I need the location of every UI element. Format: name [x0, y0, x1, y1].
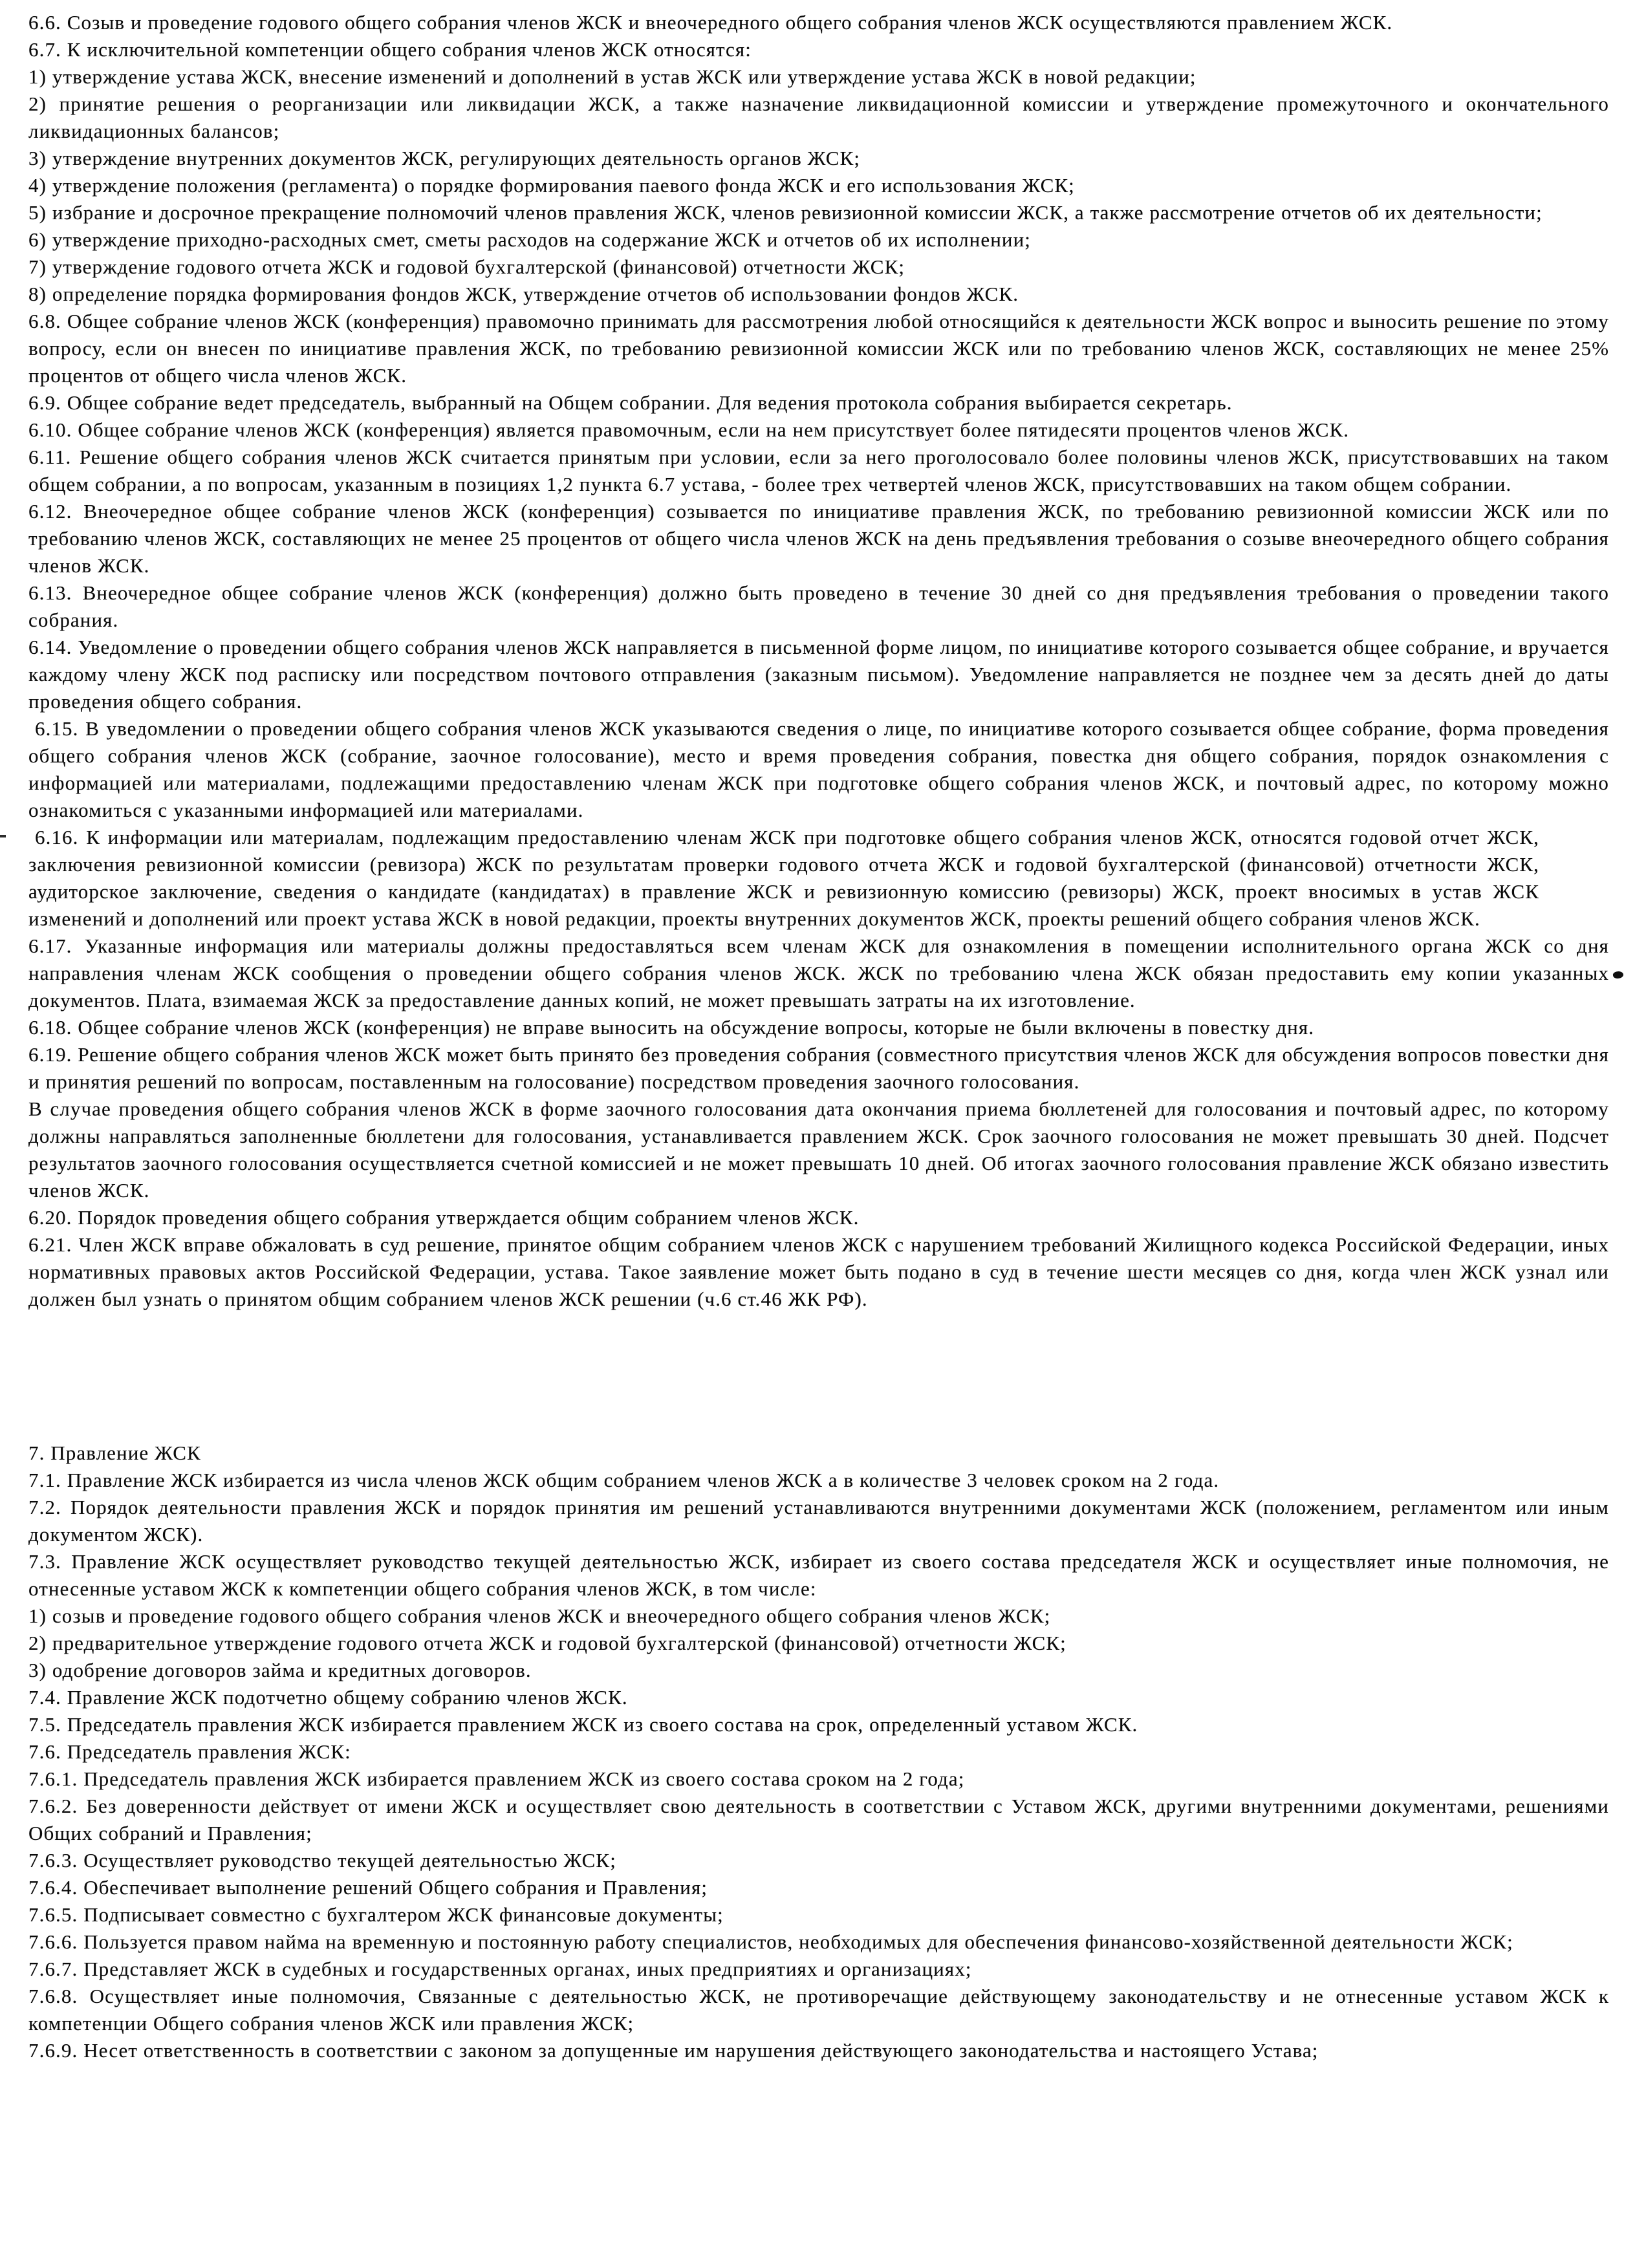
paragraph-7-3: 7.3. Правление ЖСК осуществляет руководство текущей деятельностью ЖСК, избирает из своего состава председателя ЖСК и осуществляет иные полномочия, не отнесенные уставом ЖСК к компетенции общего собрания членов ЖСК, в том числе:: [28, 1550, 1609, 1600]
paragraph-6-16: 6.16. К информации или материалам, подлежащим предоставлению членам ЖСК при подготовке общего собрания членов ЖСК, относятся годовой отчет ЖСК, заключения ревизионной комиссии (ревизора) ЖСК по результатам проверки годового отчета ЖСК и годовой бухгалтерской (финансовой) отчетности ЖСК, аудиторское заключение, сведения о кандидате (кандидатах) в правление ЖСК и ревизионную комиссию (ревизоры) ЖСК, проект вносимых в устав ЖСК изменений и дополнений или проект устава ЖСК в новой редакции, проекты внутренних документов ЖСК, проекты решений общего собрания членов ЖСК.: [28, 826, 1539, 930]
paragraph-6-7-item-4: 4) утверждение положения (регламента) о порядке формирования паевого фонда ЖСК и его использования ЖСК;: [28, 174, 1075, 197]
paragraph-7-3-item-2: 2) предварительное утверждение годового отчета ЖСК и годовой бухгалтерской (финансовой) отчетности ЖСК;: [28, 1632, 1067, 1654]
paragraph-6-7-item-5: 5) избрание и досрочное прекращение полномочий членов правления ЖСК, членов ревизионной комиссии ЖСК, а также рассмотрение отчетов об их деятельности;: [28, 201, 1543, 224]
paragraph-7-6-2: 7.6.2. Без доверенности действует от имени ЖСК и осуществляет свою деятельность в соответствии с Уставом ЖСК, другими внутренними документами, решениями Общих собраний и Правления;: [28, 1795, 1609, 1844]
paragraph-6-18: 6.18. Общее собрание членов ЖСК (конференция) не вправе выносить на обсуждение вопросы, которые не были включены в повестку дня.: [28, 1016, 1315, 1039]
paragraph-6-7-item-2: 2) принятие решения о реорганизации или ликвидации ЖСК, а также назначение ликвидационной комиссии и утверждение промежуточного и окончательного ликвидационных балансов;: [28, 92, 1609, 142]
paragraph-7-6-8: 7.6.8. Осуществляет иные полномочия, Связанные с деятельностью ЖСК, не противоречащие действующему законодательству и не отнесенные уставом ЖСК к компетенции Общего собрания членов ЖСК или правления ЖСК;: [28, 1985, 1609, 2035]
paragraph-6-17: 6.17. Указанные информация или материалы должны предоставляться всем членам ЖСК для ознакомления в помещении исполнительного органа ЖСК со дня направления членам ЖСК сообщения о проведении общего собрания членов ЖСК. ЖСК по требованию члена ЖСК обязан предоставить ему копии указанных документов. Плата, взимаемая ЖСК за предоставление данных копий, не может превышать затраты на их изготовление.: [28, 934, 1609, 1011]
paragraph-6-20: 6.20. Порядок проведения общего собрания утверждается общим собранием членов ЖСК.: [28, 1206, 860, 1229]
paragraph-6-7: 6.7. К исключительной компетенции общего собрания членов ЖСК относятся:: [28, 38, 752, 61]
paragraph-7-6-7: 7.6.7. Представляет ЖСК в судебных и государственных органах, иных предприятиях и организациях;: [28, 1958, 972, 1980]
paragraph-6-13: 6.13. Внеочередное общее собрание членов ЖСК (конференция) должно быть проведено в течение 30 дней со дня предъявления требования о проведении такого собрания.: [28, 581, 1609, 631]
paragraph-6-7-item-3: 3) утверждение внутренних документов ЖСК, регулирующих деятельность органов ЖСК;: [28, 147, 861, 169]
paragraph-7-2: 7.2. Порядок деятельности правления ЖСК и порядок принятия им решений устанавливаются внутренними документами ЖСК (положением, регламентом или иным документом ЖСК).: [28, 1496, 1609, 1546]
paragraph-6-15: 6.15. В уведомлении о проведении общего собрания членов ЖСК указываются сведения о лице, по инициативе которого созывается общее собрание, форма проведения общего собрания членов ЖСК (собрание, заочное голосование), место и время проведения собрания, повестка дня общего собрания, порядок ознакомления с информацией или материалами, подлежащими предоставлению членам ЖСК при подготовке общего собрания членов ЖСК, и почтовый адрес, по которому можно ознакомиться с указанными информацией или материалами.: [28, 717, 1609, 821]
paragraph-6-14: 6.14. Уведомление о проведении общего собрания членов ЖСК направляется в письменной форме лицом, по инициативе которого созывается общее собрание, и вручается каждому члену ЖСК под расписку или посредством почтового отправления (заказным письмом). Уведомление направляется не позднее чем за десять дней до даты проведения общего собрания.: [28, 636, 1609, 713]
paragraph-7-6-6: 7.6.6. Пользуется правом найма на временную и постоянную работу специалистов, необходимых для обеспечения финансово-хозяйственной деятельности ЖСК;: [28, 1930, 1513, 1953]
paragraph-6-7-item-6: 6) утверждение приходно-расходных смет, сметы расходов на содержание ЖСК и отчетов об их исполнении;: [28, 228, 1031, 251]
paragraph-6-7-item-7: 7) утверждение годового отчета ЖСК и годовой бухгалтерской (финансовой) отчетности ЖСК;: [28, 255, 905, 278]
section-7-heading: 7. Правление ЖСК: [28, 1442, 201, 1464]
paragraph-7-6-4: 7.6.4. Обеспечивает выполнение решений Общего собрания и Правления;: [28, 1876, 708, 1899]
paragraph-7-3-item-1: 1) созыв и проведение годового общего собрания членов ЖСК и внеочередного общего собрания членов ЖСК;: [28, 1604, 1051, 1627]
paragraph-6-19: 6.19. Решение общего собрания членов ЖСК может быть принято без проведения собрания (совместного присутствия членов ЖСК для обсуждения вопросов повестки дня и принятия решений по вопросам, поставленным на голосование) посредством проведения заочного голосования.: [28, 1043, 1609, 1093]
paragraph-7-4: 7.4. Правление ЖСК подотчетно общему собранию членов ЖСК.: [28, 1686, 628, 1709]
paragraph-7-1: 7.1. Правление ЖСК избирается из числа членов ЖСК общим собранием членов ЖСК а в количестве 3 человек сроком на 2 года.: [28, 1469, 1220, 1491]
paragraph-7-6-1: 7.6.1. Председатель правления ЖСК избирается правлением ЖСК из своего состава сроком на 2 года;: [28, 1767, 965, 1790]
ink-blob-mark: [1612, 971, 1624, 980]
paragraph-7-6: 7.6. Председатель правления ЖСК:: [28, 1740, 351, 1763]
ink-dash-mark: [0, 835, 6, 837]
paragraph-6-10: 6.10. Общее собрание членов ЖСК (конференция) является правомочным, если на нем присутствует более пятидесяти процентов членов ЖСК.: [28, 418, 1350, 441]
paragraph-7-3-item-3: 3) одобрение договоров займа и кредитных договоров.: [28, 1659, 532, 1681]
paragraph-7-6-5: 7.6.5. Подписывает совместно с бухгалтером ЖСК финансовые документы;: [28, 1903, 724, 1926]
paragraph-6-7-item-1: 1) утверждение устава ЖСК, внесение изменений и дополнений в устав ЖСК или утверждение устава ЖСК в новой редакции;: [28, 65, 1196, 88]
paragraph-6-7-item-8: 8) определение порядка формирования фондов ЖСК, утверждение отчетов об использовании фондов ЖСК.: [28, 283, 1019, 305]
paragraph-6-11: 6.11. Решение общего собрания членов ЖСК считается принятым при условии, если за него проголосовало более половины членов ЖСК, присутствовавших на таком общем собрании, а по вопросам, указанным в позициях 1,2 пункта 6.7 устава, - более трех четвертей членов ЖСК, присутствовавших на таком общем собрании.: [28, 446, 1609, 495]
paragraph-6-8: 6.8. Общее собрание членов ЖСК (конференция) правомочно принимать для рассмотрения любой относящийся к деятельности ЖСК вопрос и выносить решение по этому вопросу, если он внесен по инициативе правления ЖСК, по требованию ревизионной комиссии ЖСК или по требованию членов ЖСК, составляющих не менее 25% процентов от общего числа членов ЖСК.: [28, 310, 1609, 387]
paragraph-7-6-3: 7.6.3. Осуществляет руководство текущей деятельностью ЖСК;: [28, 1849, 616, 1872]
paragraph-6-21: 6.21. Член ЖСК вправе обжаловать в суд решение, принятое общим собранием членов ЖСК с нарушением требований Жилищного кодекса Российской Федерации, иных нормативных правовых актов Российской Федерации, устава. Такое заявление может быть подано в суд в течение шести месяцев со дня, когда член ЖСК узнал или должен был узнать о принятом общим собранием членов ЖСК решении (ч.6 ст.46 ЖК РФ).: [28, 1233, 1609, 1310]
paragraph-6-12: 6.12. Внеочередное общее собрание членов ЖСК (конференция) созывается по инициативе правления ЖСК, по требованию ревизионной комиссии ЖСК или по требованию членов ЖСК, составляющих не менее 25 процентов от общего числа членов ЖСК на день предъявления требования о созыве внеочередного общего собрания членов ЖСК.: [28, 500, 1609, 577]
paragraph-6-19-continuation: В случае проведения общего собрания членов ЖСК в форме заочного голосования дата окончания приема бюллетеней для голосования и почтовый адрес, по которому должны направляться заполненные бюллетени для голосования, устанавливается правлением ЖСК. Срок заочного голосования не может превышать 30 дней. Подсчет результатов заочного голосования осуществляется счетной комиссией и не может превышать 10 дней. Об итогах заочного голосования правление ЖСК обязано известить членов ЖСК.: [28, 1097, 1609, 1202]
paragraph-6-9: 6.9. Общее собрание ведет председатель, выбранный на Общем собрании. Для ведения протокола собрания выбирается секретарь.: [28, 391, 1233, 414]
paragraph-6-6: 6.6. Созыв и проведение годового общего собрания членов ЖСК и внеочередного общего собрания членов ЖСК осуществляются правлением ЖСК.: [28, 11, 1393, 34]
paragraph-7-6-9: 7.6.9. Несет ответственность в соответствии с законом за допущенные им нарушения действующего законодательства и настоящего Устава;: [28, 2039, 1319, 2062]
paragraph-7-5: 7.5. Председатель правления ЖСК избирается правлением ЖСК из своего состава на срок, определенный уставом ЖСК.: [28, 1713, 1138, 1736]
